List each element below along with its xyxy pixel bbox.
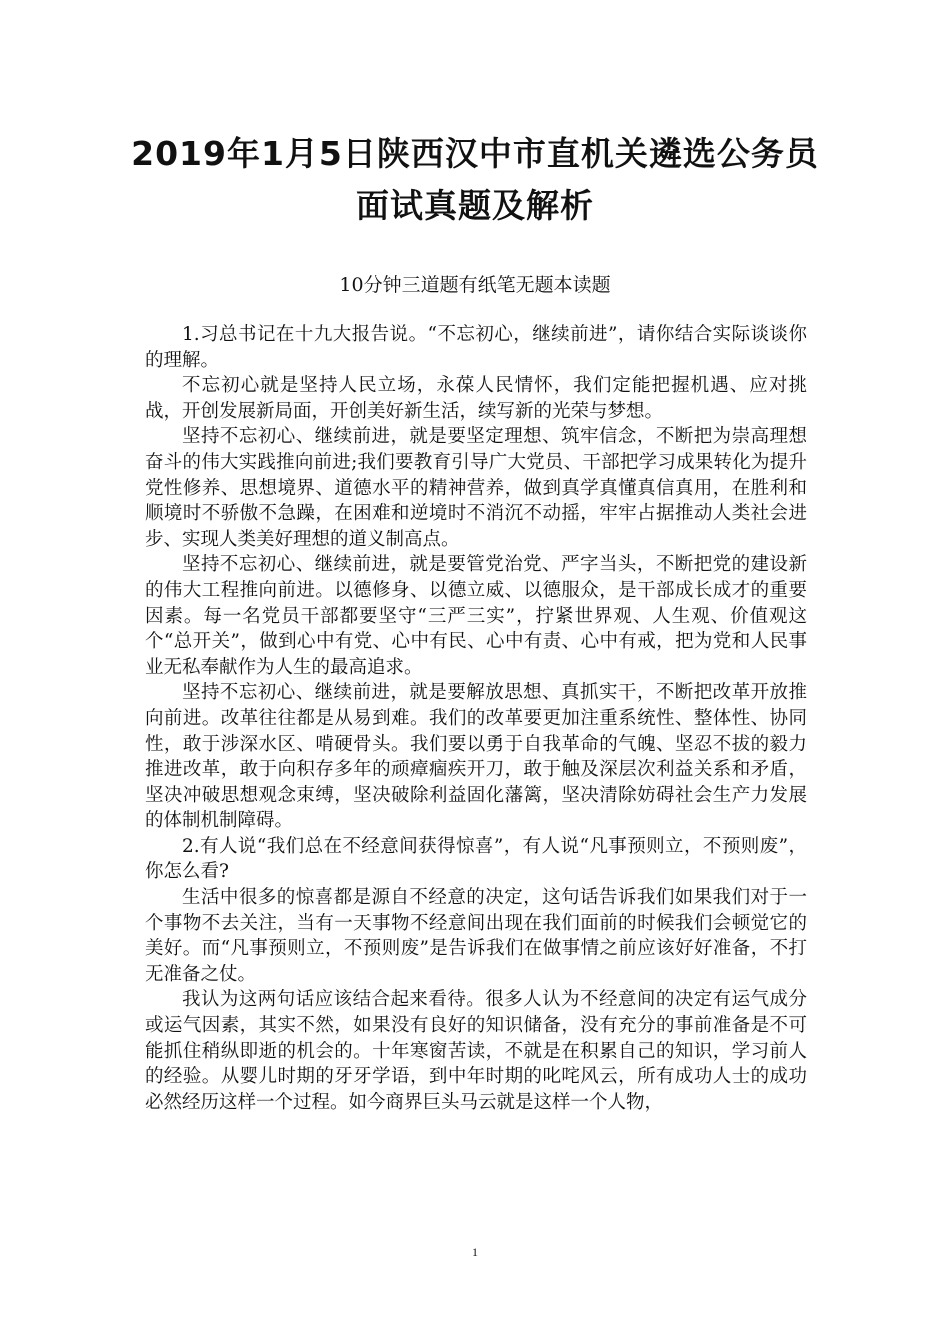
paragraph: 生活中很多的惊喜都是源自不经意的决定，这句话告诉我们如果我们对于一个事物不去关注，当有一天事物不经意间出现在我们面前的时候我们会顿觉它的美好。而“凡事预则立，不预则废”是告诉我们在做事情之前应该好好准备，不打无准备之仗。 xyxy=(145,887,807,985)
page-number: 1 xyxy=(472,1245,478,1259)
document-subtitle: 10分钟三道题有纸笔无题本读题 xyxy=(339,274,611,296)
paragraph: 我认为这两句话应该结合起来看待。很多人认为不经意间的决定有运气成分或运气因素，其实不然，如果没有良好的知识储备，没有充分的事前准备是不可能抓住稍纵即逝的机会的。十年寒窗苦读，不就是在积累自己的知识，学习前人的经验。从婴儿时期的牙牙学语，到中年时期的叱咤风云，所有成功人士的成功必然经历这样一个过程。如今商界巨头马云就是这样一个人物， xyxy=(145,989,807,1113)
paragraph: 坚持不忘初心、继续前进，就是要解放思想、真抓实干，不断把改革开放推向前进。改革往往都是从易到难。我们的改革要更加注重系统性、整体性、协同性，敢于涉深水区、啃硬骨头。我们要以勇于自我革命的气魄、坚忍不拔的毅力推进改革，敢于向积存多年的顽瘴痼疾开刀，敢于触及深层次利益关系和矛盾，坚决冲破思想观念束缚，坚决破除利益固化藩篱，坚决清除妨碍社会生产力发展的体制机制障碍。 xyxy=(145,682,807,832)
document-title: 2019年1月5日陕西汉中市直机关遴选公务员面试真题及解析 xyxy=(131,134,819,225)
paragraph: 坚持不忘初心、继续前进，就是要管党治党、严字当头，不断把党的建设新的伟大工程推向前进。以德修身、以德立威、以德服众，是干部成长成才的重要因素。每一名党员干部都要坚守“三严三实”，拧紧世界观、人生观、价值观这个“总开关”，做到心中有党、心中有民、心中有责、心中有戒，把为党和人民事业无私奉献作为人生的最高追求。 xyxy=(145,554,807,678)
document-body xyxy=(145,322,807,1115)
question-2: 2.有人说“我们总在不经意间获得惊喜”，有人说“凡事预则立，不预则废”，你怎么看? xyxy=(145,835,807,883)
paragraph: 坚持不忘初心、继续前进，就是要坚定理想、筑牢信念，不断把为崇高理想奋斗的伟大实践推向前进;我们要教育引导广大党员、干部把学习成果转化为提升党性修养、思想境界、道德水平的精神营养，做到真学真懂真信真用，在胜利和顺境时不骄傲不急躁，在困难和逆境时不消沉不动摇，牢牢占据推动人类社会进步、实现人类美好理想的道义制高点。 xyxy=(145,426,807,550)
question-1: 1.习总书记在十九大报告说。“不忘初心，继续前进”，请你结合实际谈谈你的理解。 xyxy=(145,324,807,371)
paragraph: 不忘初心就是坚持人民立场，永葆人民情怀，我们定能把握机遇、应对挑战，开创发展新局面，开创美好新生活，续写新的光荣与梦想。 xyxy=(145,375,807,422)
